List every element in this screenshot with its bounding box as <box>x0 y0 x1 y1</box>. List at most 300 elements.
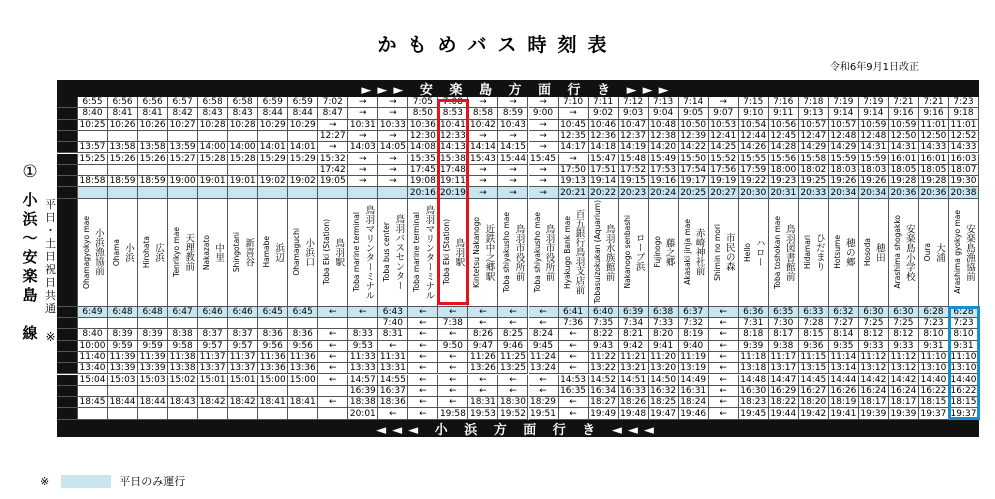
outbound-time-cell: 14:22 <box>679 142 709 153</box>
inbound-time-cell: 18:24 <box>679 397 709 408</box>
outbound-time-cell: → <box>348 154 378 165</box>
station-header <box>78 199 108 307</box>
inbound-time-cell: 7:28 <box>799 318 829 329</box>
outbound-time-cell: 15:29 <box>288 154 318 165</box>
station-name-en: Oura <box>922 243 932 262</box>
inbound-time-cell: 8:39 <box>108 329 138 340</box>
inbound-time-cell: 9:47 <box>468 341 498 352</box>
outbound-time-cell: 14:05 <box>378 142 408 153</box>
inbound-time-cell <box>318 318 348 329</box>
outbound-time-cell: 9:10 <box>739 108 769 119</box>
outbound-time-cell: → <box>468 165 498 176</box>
outbound-time-cell: → <box>378 165 408 176</box>
station-name-en: Nakanogo senbashi <box>622 215 632 289</box>
outbound-time-cell: 10:42 <box>468 120 498 131</box>
outbound-time-cell: 19:23 <box>769 176 799 187</box>
inbound-time-cell: 16:37 <box>378 386 408 397</box>
inbound-time-cell: 7:34 <box>619 318 649 329</box>
inbound-time-cell <box>288 386 318 397</box>
inbound-time-cell: 9:43 <box>589 341 619 352</box>
inbound-time-cell: ← <box>709 386 739 397</box>
outbound-time-cell: 19:14 <box>589 176 619 187</box>
inbound-time-cell: ← <box>709 341 739 352</box>
inbound-time-cell: 16:31 <box>679 386 709 397</box>
station-name-jp: 広浜 <box>153 242 165 262</box>
inbound-time-cell: 13:39 <box>138 363 168 374</box>
outbound-time-cell: 19:01 <box>198 176 228 187</box>
outbound-time-cell <box>318 187 348 198</box>
inbound-time-cell: 8:18 <box>739 329 769 340</box>
outbound-time-cell: 15:44 <box>498 154 528 165</box>
station-header <box>559 199 589 307</box>
outbound-time-cell <box>348 187 378 198</box>
outbound-time-cell: 8:41 <box>108 108 138 119</box>
inbound-time-cell: 11:10 <box>949 352 979 363</box>
inbound-time-cell: 11:25 <box>498 352 528 363</box>
inbound-time-cell <box>318 408 348 419</box>
outbound-time-cell: → <box>348 131 378 142</box>
outbound-time-cell: 15:49 <box>649 154 679 165</box>
inbound-time-cell <box>198 386 228 397</box>
inbound-time-cell: ← <box>408 307 438 318</box>
inbound-time-cell: 14:40 <box>949 375 979 386</box>
outbound-time-cell: → <box>529 97 559 108</box>
inbound-time-cell: ← <box>529 307 559 318</box>
outbound-time-cell: 17:48 <box>438 165 468 176</box>
inbound-time-cell: 8:36 <box>288 329 318 340</box>
inbound-time-cell: ← <box>318 307 348 318</box>
inbound-time-cell: 6:47 <box>168 307 198 318</box>
inbound-time-cell: 19:42 <box>799 408 829 419</box>
outbound-time-cell: 13:57 <box>78 142 108 153</box>
inbound-time-cell: ← <box>378 408 408 419</box>
inbound-time-cell: 14:47 <box>769 375 799 386</box>
inbound-time-cell: ← <box>529 375 559 386</box>
station-name-en: Hotsume <box>832 235 842 270</box>
outbound-time-cell: 14:00 <box>198 142 228 153</box>
outbound-time-cell: 10:33 <box>378 120 408 131</box>
inbound-time-cell: 11:31 <box>378 352 408 363</box>
outbound-time-cell: → <box>468 131 498 142</box>
inbound-time-cell: 6:48 <box>138 307 168 318</box>
station-header <box>709 199 739 307</box>
outbound-time-cell: 15:26 <box>108 154 138 165</box>
outbound-time-cell: 20:25 <box>679 187 709 198</box>
outbound-time-cell: 18:00 <box>769 165 799 176</box>
inbound-time-cell: 8:25 <box>498 329 528 340</box>
inbound-time-cell: 18:17 <box>889 397 919 408</box>
outbound-time-cell: 17:54 <box>679 165 709 176</box>
inbound-time-cell: ← <box>378 341 408 352</box>
outbound-time-cell: 18:02 <box>799 165 829 176</box>
outbound-time-cell: → <box>498 131 528 142</box>
inbound-time-cell: 6:41 <box>559 307 589 318</box>
inbound-time-cell: 13:10 <box>919 363 949 374</box>
inbound-time-cell: ← <box>438 352 468 363</box>
station-name-jp: 鳥羽図書館前 <box>783 223 795 281</box>
outbound-time-cell: → <box>468 187 498 198</box>
inbound-time-cell: 11:12 <box>859 352 889 363</box>
outbound-time-cell: 7:19 <box>859 97 889 108</box>
outbound-time-cell: 6:58 <box>228 97 258 108</box>
station-header <box>769 199 799 307</box>
inbound-time-cell: 13:37 <box>228 363 258 374</box>
outbound-time-cell: → <box>529 176 559 187</box>
station-name-en: Toba Eki (Station) <box>442 219 452 286</box>
inbound-time-cell: 11:37 <box>228 352 258 363</box>
inbound-time-cell: 6:46 <box>198 307 228 318</box>
outbound-time-cell: 8:53 <box>438 108 468 119</box>
outbound-time-cell: → <box>378 97 408 108</box>
outbound-time-cell: 9:14 <box>829 108 859 119</box>
inbound-time-cell: 13:21 <box>619 363 649 374</box>
inbound-time-cell: 7:40 <box>378 318 408 329</box>
inbound-time-cell: ← <box>559 363 589 374</box>
inbound-time-cell: 8:17 <box>769 329 799 340</box>
inbound-time-cell: 7:25 <box>889 318 919 329</box>
outbound-time-cell: 7:08 <box>438 97 468 108</box>
station-name-jp: 鳥羽駅 <box>453 237 465 267</box>
inbound-time-cell: ← <box>709 408 739 419</box>
outbound-time-cell: 12:52 <box>949 131 979 142</box>
station-header <box>619 199 649 307</box>
outbound-time-cell: 8:59 <box>498 108 528 119</box>
outbound-time-cell: 19:02 <box>258 176 288 187</box>
inbound-time-cell: 14:48 <box>739 375 769 386</box>
outbound-time-cell: 10:31 <box>348 120 378 131</box>
outbound-time-cell <box>228 165 258 176</box>
inbound-time-cell <box>138 408 168 419</box>
station-name-jp: 市民の森 <box>723 233 735 272</box>
inbound-time-cell: 13:15 <box>799 363 829 374</box>
inbound-time-cell: ← <box>438 397 468 408</box>
inbound-time-cell: ← <box>318 397 348 408</box>
outbound-time-cell <box>378 187 408 198</box>
inbound-time-cell: 8:24 <box>529 329 559 340</box>
outbound-time-cell: 8:47 <box>318 108 348 119</box>
inbound-time-cell: 18:44 <box>138 397 168 408</box>
inbound-time-cell: 9:56 <box>258 341 288 352</box>
station-name-jp: 近鉄中之郷駅 <box>483 223 495 281</box>
inbound-time-cell: 18:15 <box>949 397 979 408</box>
outbound-time-cell: 19:16 <box>649 176 679 187</box>
station-name-jp: 浜辺 <box>273 242 285 262</box>
inbound-time-cell: 14:51 <box>619 375 649 386</box>
station-name-en: Hirohata <box>142 236 152 269</box>
inbound-time-cell: ← <box>709 329 739 340</box>
outbound-time-cell: 20:19 <box>438 187 468 198</box>
station-header <box>108 199 138 307</box>
inbound-time-cell: 15:02 <box>168 375 198 386</box>
outbound-time-cell: 15:52 <box>709 154 739 165</box>
inbound-time-cell: 8:21 <box>619 329 649 340</box>
station-name-jp: 新喜谷 <box>243 237 255 267</box>
inbound-time-cell: 18:41 <box>258 397 288 408</box>
outbound-time-cell: 18:03 <box>859 165 889 176</box>
outbound-time-cell <box>198 187 228 198</box>
inbound-time-cell: 6:49 <box>78 307 108 318</box>
outbound-time-cell: 19:00 <box>168 176 198 187</box>
outbound-time-cell: → <box>378 176 408 187</box>
outbound-time-cell: 14:17 <box>559 142 589 153</box>
outbound-time-cell: 14:31 <box>889 142 919 153</box>
inbound-time-cell: ← <box>468 318 498 329</box>
inbound-time-cell: 14:42 <box>889 375 919 386</box>
inbound-time-cell: 15:01 <box>228 375 258 386</box>
inbound-time-cell: 6:48 <box>108 307 138 318</box>
row-lead <box>57 108 78 119</box>
outbound-time-cell: 12:50 <box>919 131 949 142</box>
outbound-time-cell: 12:38 <box>649 131 679 142</box>
inbound-time-cell: 19:51 <box>529 408 559 419</box>
inbound-time-cell: 8:12 <box>889 329 919 340</box>
inbound-time-cell: 19:39 <box>889 408 919 419</box>
outbound-time-cell: 19:26 <box>859 176 889 187</box>
outbound-time-cell: 19:28 <box>889 176 919 187</box>
outbound-time-cell: → <box>529 165 559 176</box>
outbound-time-cell: 20:24 <box>649 187 679 198</box>
inbound-time-cell: 18:41 <box>288 397 318 408</box>
route-name: 小 浜 ～ 安 楽 島 線 <box>22 191 38 342</box>
outbound-time-cell: 16:01 <box>919 154 949 165</box>
legend-text: 平日のみ運行 <box>119 475 186 488</box>
inbound-time-cell: 8:31 <box>378 329 408 340</box>
outbound-time-cell: 10:56 <box>769 120 799 131</box>
outbound-time-cell: 7:23 <box>949 97 979 108</box>
inbound-time-cell: ← <box>559 352 589 363</box>
inbound-time-cell: 6:33 <box>799 307 829 318</box>
station-name-en: Hello <box>742 242 752 262</box>
station-name-en: Hamabe <box>262 236 272 268</box>
outbound-time-cell: 13:58 <box>108 142 138 153</box>
inbound-time-cell <box>198 318 228 329</box>
inbound-time-cell: 8:40 <box>78 329 108 340</box>
inbound-time-cell: 14:49 <box>679 375 709 386</box>
inbound-time-cell: 18:38 <box>348 397 378 408</box>
outbound-time-cell: 14:29 <box>799 142 829 153</box>
inbound-time-cell: 7:23 <box>949 318 979 329</box>
inbound-time-cell: 18:17 <box>859 397 889 408</box>
inbound-time-cell: ← <box>408 329 438 340</box>
inbound-time-cell: 15:00 <box>258 375 288 386</box>
inbound-time-cell: 10:00 <box>78 341 108 352</box>
inbound-time-cell: 14:53 <box>559 375 589 386</box>
outbound-time-cell <box>78 131 108 142</box>
row-lead <box>57 397 78 408</box>
row-lead <box>57 120 78 131</box>
inbound-time-cell: 19:47 <box>649 408 679 419</box>
station-header <box>408 199 438 307</box>
inbound-time-cell: 8:10 <box>919 329 949 340</box>
station-name-jp: ロープ浜 <box>633 233 645 272</box>
outbound-time-cell: 15:28 <box>198 154 228 165</box>
inbound-time-cell: 13:25 <box>498 363 528 374</box>
station-name-en: Akasaki jinja mae <box>682 219 692 286</box>
outbound-time-cell: 19:22 <box>739 176 769 187</box>
inbound-time-cell: 6:30 <box>859 307 889 318</box>
outbound-time-cell: 12:47 <box>799 131 829 142</box>
outbound-time-cell: 6:55 <box>78 97 108 108</box>
outbound-time-cell <box>288 165 318 176</box>
inbound-time-cell: 16:26 <box>829 386 859 397</box>
inbound-time-cell: 9:50 <box>438 341 468 352</box>
outbound-time-cell <box>258 187 288 198</box>
outbound-time-cell: 14:18 <box>589 142 619 153</box>
outbound-time-cell: 18:05 <box>889 165 919 176</box>
outbound-time-cell: 20:36 <box>919 187 949 198</box>
outbound-time-cell: 15:50 <box>679 154 709 165</box>
station-header <box>889 199 919 307</box>
inbound-time-cell: ← <box>709 397 739 408</box>
row-lead <box>57 329 78 340</box>
station-name-en: Toba marine terminal <box>352 212 362 293</box>
inbound-time-cell <box>108 386 138 397</box>
inbound-time-cell: ← <box>709 363 739 374</box>
inbound-time-cell: 16:32 <box>649 386 679 397</box>
station-name-jp: 大浦 <box>933 242 945 262</box>
inbound-time-cell <box>198 408 228 419</box>
route-label <box>17 108 43 374</box>
outbound-time-cell: 15:56 <box>769 154 799 165</box>
inbound-time-cell: 13:19 <box>679 363 709 374</box>
inbound-time-cell: 6:45 <box>288 307 318 318</box>
outbound-time-cell: 14:29 <box>829 142 859 153</box>
inbound-time-cell: ← <box>318 341 348 352</box>
outbound-time-cell: 20:31 <box>769 187 799 198</box>
outbound-time-cell: 15:32 <box>318 154 348 165</box>
station-header <box>198 199 228 307</box>
outbound-time-cell <box>198 131 228 142</box>
station-header <box>468 199 498 307</box>
outbound-time-cell: 9:18 <box>949 108 979 119</box>
station-name-en: Kintetsu Nakanogo <box>472 216 482 288</box>
inbound-time-cell: ← <box>709 352 739 363</box>
inbound-time-cell: 20:01 <box>348 408 378 419</box>
outbound-time-cell: 10:26 <box>138 120 168 131</box>
station-header <box>799 199 829 307</box>
outbound-time-cell: 19:25 <box>799 176 829 187</box>
inbound-time-cell: 11:14 <box>829 352 859 363</box>
outbound-time-cell: 10:36 <box>408 120 438 131</box>
outbound-time-cell: 10:26 <box>108 120 138 131</box>
inbound-time-cell: 16:24 <box>889 386 919 397</box>
inbound-time-cell: 7:31 <box>739 318 769 329</box>
outbound-time-cell: 18:59 <box>108 176 138 187</box>
station-name-en: Hyakugo Bank mae <box>562 215 572 289</box>
inbound-time-cell: 9:39 <box>739 341 769 352</box>
inbound-time-cell: 11:15 <box>799 352 829 363</box>
inbound-time-cell: ← <box>438 363 468 374</box>
row-lead <box>57 375 78 386</box>
inbound-time-cell: 11:17 <box>769 352 799 363</box>
station-name-en: Tobasuizokukan (Aquarium) <box>592 200 602 304</box>
outbound-time-cell: 14:14 <box>468 142 498 153</box>
outbound-time-cell: 19:11 <box>438 176 468 187</box>
station-name-en: Hosoda <box>862 238 872 267</box>
outbound-time-cell: 7:12 <box>619 97 649 108</box>
station-header <box>919 199 949 307</box>
outbound-time-cell <box>228 187 258 198</box>
outbound-time-cell: → <box>709 97 739 108</box>
inbound-time-cell: 13:24 <box>529 363 559 374</box>
row-lead <box>57 142 78 153</box>
inbound-time-cell: 8:37 <box>198 329 228 340</box>
inbound-time-cell <box>228 318 258 329</box>
outbound-time-cell: 7:16 <box>769 97 799 108</box>
outbound-time-cell: → <box>318 142 348 153</box>
outbound-time-cell: → <box>529 187 559 198</box>
inbound-time-cell: ← <box>408 363 438 374</box>
inbound-time-cell: 7:23 <box>919 318 949 329</box>
outbound-time-cell: 20:22 <box>589 187 619 198</box>
inbound-time-cell: 9:40 <box>679 341 709 352</box>
station-name-jp: ハロー <box>753 237 765 267</box>
inbound-time-cell: 7:25 <box>859 318 889 329</box>
inbound-time-cell: 6:28 <box>949 307 979 318</box>
inbound-time-cell: 18:23 <box>739 397 769 408</box>
station-header <box>168 199 198 307</box>
outbound-time-cell: 20:30 <box>739 187 769 198</box>
inbound-time-cell: ← <box>408 318 438 329</box>
outbound-time-cell: → <box>529 120 559 131</box>
inbound-time-cell: 7:32 <box>679 318 709 329</box>
outbound-time-cell: 12:39 <box>679 131 709 142</box>
inbound-time-cell: 11:12 <box>889 352 919 363</box>
inbound-time-cell: 8:20 <box>649 329 679 340</box>
inbound-time-cell: 9:31 <box>919 341 949 352</box>
inbound-time-cell: 6:35 <box>769 307 799 318</box>
inbound-time-cell: 9:33 <box>889 341 919 352</box>
revision-date: 令和6年9月1日改正 <box>829 62 919 73</box>
inbound-time-cell: 16:22 <box>919 386 949 397</box>
outbound-time-cell: 10:43 <box>498 120 528 131</box>
outbound-time-cell: 19:08 <box>408 176 438 187</box>
banner-ohama-bound: ◄◄◄ 小 浜 方 面 行 き ◄◄◄ <box>57 420 979 437</box>
inbound-time-cell: 15:00 <box>288 375 318 386</box>
outbound-time-cell: 10:27 <box>168 120 198 131</box>
outbound-time-cell: 10:57 <box>799 120 829 131</box>
station-name-en: Toba shiyakusho mae <box>502 211 512 293</box>
outbound-time-cell: 10:28 <box>228 120 258 131</box>
outbound-time-cell: → <box>498 176 528 187</box>
outbound-time-cell: → <box>378 131 408 142</box>
station-name-jp: 穂田 <box>873 242 885 262</box>
outbound-time-cell: 10:50 <box>679 120 709 131</box>
inbound-time-cell: 8:12 <box>859 329 889 340</box>
inbound-time-cell: ← <box>559 408 589 419</box>
outbound-time-cell <box>168 187 198 198</box>
inbound-time-cell: 9:58 <box>168 341 198 352</box>
outbound-time-cell: 15:27 <box>168 154 198 165</box>
inbound-time-cell: 19:37 <box>949 408 979 419</box>
outbound-time-cell: → <box>378 154 408 165</box>
outbound-time-cell: 10:57 <box>829 120 859 131</box>
outbound-time-cell: 10:28 <box>198 120 228 131</box>
outbound-time-cell <box>138 187 168 198</box>
outbound-time-cell: 20:34 <box>829 187 859 198</box>
station-header <box>228 199 258 307</box>
outbound-time-cell: → <box>498 97 528 108</box>
inbound-time-cell: ← <box>709 318 739 329</box>
outbound-time-cell: 10:29 <box>288 120 318 131</box>
station-name-en: Toba bus center <box>382 222 392 282</box>
inbound-time-cell: 13:20 <box>649 363 679 374</box>
row-lead <box>57 176 78 187</box>
inbound-time-cell: 14:45 <box>799 375 829 386</box>
station-header <box>318 199 348 307</box>
outbound-time-cell: 10:53 <box>709 120 739 131</box>
inbound-time-cell: ← <box>408 352 438 363</box>
